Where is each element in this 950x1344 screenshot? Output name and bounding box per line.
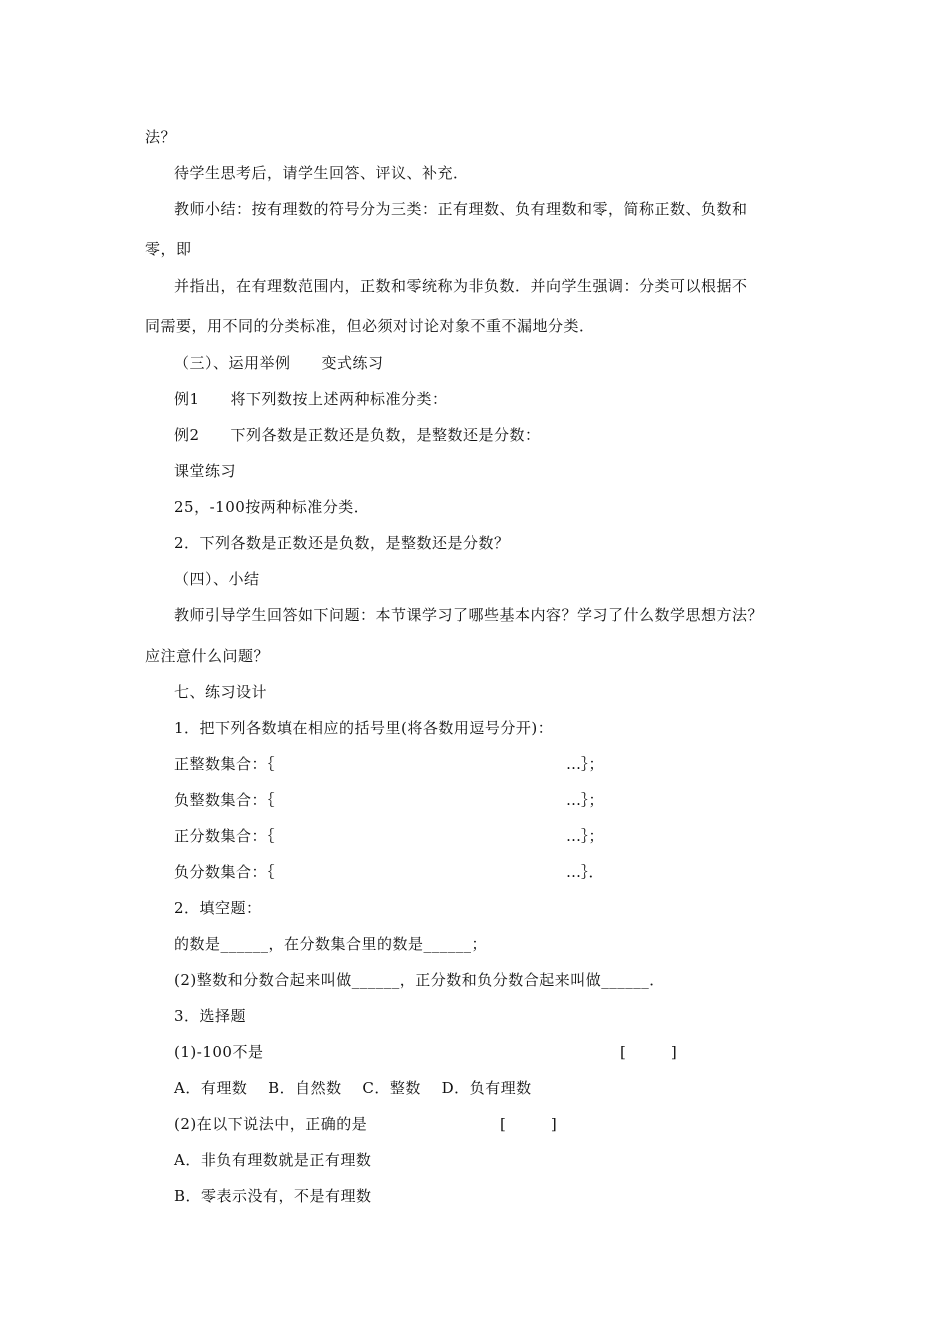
choice-options: A．有理数 B．自然数 C．整数 D．负有理数 [174,1079,532,1097]
text-line: 待学生思考后，请学生回答、评议、补充． [174,164,469,182]
fill-question: 的数是______，在分数集合里的数是______； [174,935,488,953]
choice-question: (2)在以下说法中，正确的是 [174,1115,368,1133]
set-label-negative-integer: 负整数集合：｛ [174,791,276,809]
set-label-positive-integer: 正整数集合：｛ [174,755,276,773]
text-line: 法？ [145,128,177,146]
text-line: 2．下列各数是正数还是负数，是整数还是分数？ [174,534,510,552]
text-line: 同需要，用不同的分类标准，但必须对讨论对象不重不漏地分类． [145,317,595,335]
text-line: 并指出，在有理数范围内，正数和零统称为非负数．并向学生强调：分类可以根据不 [174,277,748,295]
text-line: 应注意什么问题？ [145,647,270,665]
choice-option: A．非负有理数就是正有理数 [174,1151,372,1169]
set-close: …｝； [566,827,604,845]
text-line: 教师小结：按有理数的符号分为三类：正有理数、负有理数和零，简称正数、负数和 [174,200,748,218]
text-line: 教师引导学生回答如下问题：本节课学习了哪些基本内容？学习了什么数学思想方法？ [174,606,764,624]
answer-bracket: [ ] [620,1043,677,1061]
section-heading: （三）、运用举例 变式练习 [174,354,384,372]
text-line: 25，-100按两种标准分类． [174,498,370,516]
example-line: 例1 将下列数按上述两种标准分类： [174,390,448,408]
choice-option: B．零表示没有，不是有理数 [174,1187,372,1205]
exercise-line: 1．把下列各数填在相应的括号里(将各数用逗号分开)： [174,719,554,737]
text-line: 课堂练习 [174,462,237,480]
text-line: 零，即 [145,240,192,258]
section-heading: （四）、小结 [174,570,260,588]
exercise-title: 3．选择题 [174,1007,247,1025]
set-label-positive-fraction: 正分数集合：｛ [174,827,276,845]
section-heading: 七、练习设计 [174,683,268,701]
set-close: …｝； [566,755,604,773]
example-line: 例2 下列各数是正数还是负数，是整数还是分数： [174,426,541,444]
choice-question: (1)-100不是 [174,1043,264,1061]
answer-bracket: [ ] [500,1115,557,1133]
fill-question: (2)整数和分数合起来叫做______，正分数和负分数合起来叫做______． [174,971,665,989]
set-label-negative-fraction: 负分数集合：｛ [174,863,276,881]
exercise-title: 2．填空题： [174,899,262,917]
set-close: …｝． [566,863,604,881]
set-close: …｝； [566,791,604,809]
